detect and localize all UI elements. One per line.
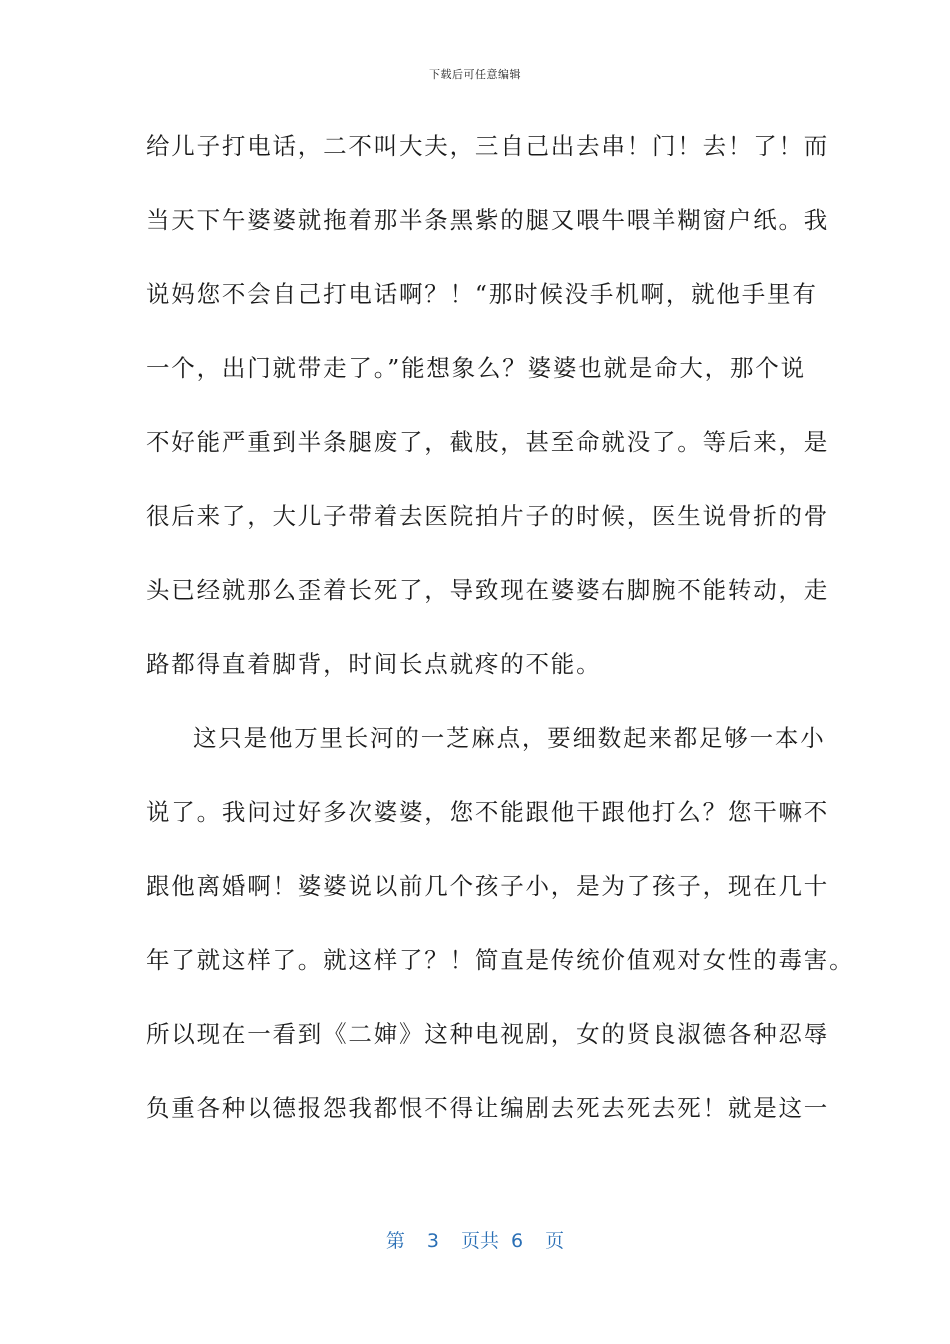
- text-line: 不好能严重到半条腿废了，截肢，甚至命就没了。等后来，是: [146, 428, 830, 456]
- text-line: 负重各种以德报怨我都恨不得让编剧去死去死去死！就是这一: [146, 1094, 830, 1122]
- footer-page-word: 第: [385, 1230, 405, 1252]
- text-line: 路都得直着脚背，时间长点就疼的不能。: [146, 650, 602, 678]
- text-line: 头已经就那么歪着长死了，导致现在婆婆右脚腕不能转动，走: [146, 576, 830, 604]
- footer-page-end: 页: [545, 1230, 565, 1252]
- text-line: 一个，出门就带走了。”能想象么？婆婆也就是命大，那个说: [146, 354, 806, 382]
- text-line: 给儿子打电话，二不叫大夫，三自己出去串！门！去！了！而: [146, 132, 830, 160]
- total-pages-number: 6: [511, 1230, 524, 1252]
- text-line: 说了。我问过好多次婆婆，您不能跟他干跟他打么？您干嘛不: [146, 798, 830, 826]
- current-page-number: 3: [426, 1230, 439, 1252]
- text-line: 年了就这样了。就这样了？！简直是传统价值观对女性的毒害。: [146, 946, 855, 974]
- text-line: 很后来了，大儿子带着去医院拍片子的时候，医生说骨折的骨: [146, 502, 830, 530]
- paragraph-start-line: 这只是他万里长河的一芝麻点，要细数起来都足够一本小: [193, 724, 826, 752]
- footer-page-of: 页共: [460, 1230, 499, 1252]
- text-line: 跟他离婚啊！婆婆说以前几个孩子小，是为了孩子，现在几十: [146, 872, 830, 900]
- text-line: 当天下午婆婆就拖着那半条黑紫的腿又喂牛喂羊糊窗户纸。我: [146, 206, 830, 234]
- text-line: 说妈您不会自己打电话啊？！“那时候没手机啊，就他手里有: [146, 280, 818, 308]
- body-text: [146, 126, 855, 1162]
- header-note: 下载后可任意编辑: [429, 68, 521, 81]
- page-footer: [0, 1226, 950, 1253]
- text-line: 所以现在一看到《二婶》这种电视剧，女的贤良淑德各种忍辱: [146, 1020, 830, 1048]
